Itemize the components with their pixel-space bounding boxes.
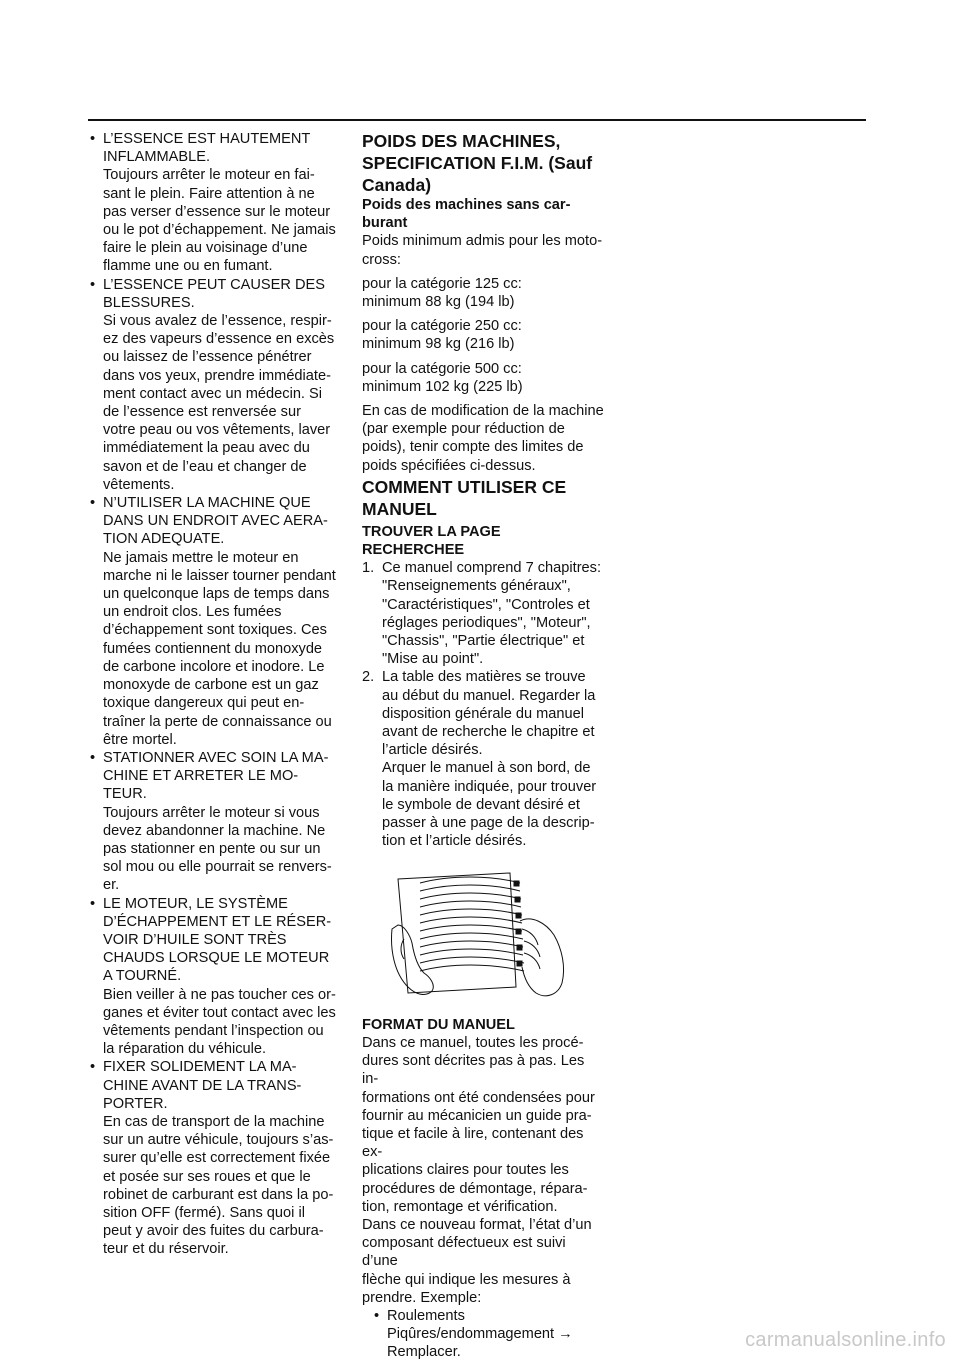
weight-category: pour la catégorie 125 cc: xyxy=(362,275,522,292)
warning-heading-line: VOIR D’HUILE SONT TRÈS xyxy=(103,931,287,948)
warning-body-line: surer qu’elle est correctement fixée xyxy=(103,1150,331,1167)
step-line: la manière indiquée, pour trouver xyxy=(382,778,597,795)
subtitle-line: RECHERCHEE xyxy=(362,542,465,559)
warning-body-line: pas stationner en pente ou sur un xyxy=(103,840,321,857)
step-line: le symbole de devant désiré et xyxy=(382,796,580,813)
warning-body-line: toxique dangereux qui peut en- xyxy=(103,695,305,712)
weight-category: pour la catégorie 250 cc: xyxy=(362,318,522,335)
warning-item xyxy=(90,494,336,749)
title-line: MANUEL xyxy=(362,498,437,519)
example-condition: Piqûres/endommagement → xyxy=(387,1326,573,1343)
text-line: composant défectueux est suivi d’une xyxy=(362,1235,566,1270)
step-line: Ce manuel comprend 7 chapitres: xyxy=(382,560,602,577)
right-column xyxy=(362,130,604,1362)
warning-body-line: ou laissez de l’essence pénétrer xyxy=(103,349,312,366)
header-rule xyxy=(88,119,866,121)
warning-body-line: ez des vapeurs d’essence en excès xyxy=(103,331,335,348)
warning-body-line: er. xyxy=(103,877,120,894)
warning-item xyxy=(90,130,336,276)
step-number: 2. xyxy=(362,669,375,686)
text-line: poids), tenir compte des limites de xyxy=(362,439,584,456)
subtitle-find-page xyxy=(362,523,604,559)
warning-body-line: de l’essence est renversée sur xyxy=(103,404,301,421)
weight-125 xyxy=(362,275,604,311)
weight-250 xyxy=(362,317,604,353)
text-line: fournir au mécanicien un guide pra- xyxy=(362,1107,592,1124)
subtitle-line: TROUVER LA PAGE xyxy=(362,523,501,540)
warning-body-line: teur et du réservoir. xyxy=(103,1241,229,1258)
warning-heading-line: TION ADEQUATE. xyxy=(103,531,225,548)
warning-body-line: vêtements pendant l’inspection ou xyxy=(103,1022,324,1039)
warning-body-line: dans vos yeux, prendre immédiate- xyxy=(103,367,331,384)
text-line: En cas de modification de la machine xyxy=(362,403,604,420)
subtitle-line: Poids des machines sans car- xyxy=(362,197,571,213)
example-item xyxy=(374,1307,604,1362)
warning-body-line: Toujours arrêter le moteur si vous xyxy=(103,804,320,821)
warning-item xyxy=(90,276,336,494)
weight-min: minimum 102 kg (225 lb) xyxy=(362,378,523,395)
step-line: l’article désirés. xyxy=(382,742,483,759)
warning-body-line: peut y avoir des fuites du carbura- xyxy=(103,1223,324,1240)
text-line: procédures de démontage, répara- xyxy=(362,1180,588,1197)
warning-body-line: savon et de l’eau et changer de xyxy=(103,458,307,475)
warning-body-line: Ne jamais mettre le moteur en xyxy=(103,549,299,566)
manual-illustration xyxy=(390,869,570,1001)
example-action: Remplacer. xyxy=(387,1344,461,1361)
text-line: tion, remontage et vérification. xyxy=(362,1198,558,1215)
weights-intro xyxy=(362,232,604,268)
warning-heading-line: INFLAMMABLE. xyxy=(103,149,211,166)
warning-heading-line: D’ÉCHAPPEMENT ET LE RÉSER- xyxy=(103,913,332,930)
warning-body-line: ganes et éviter tout contact avec les xyxy=(103,1004,336,1021)
warning-body-line: un endroit clos. Les fumées xyxy=(103,604,282,621)
warning-heading-line: • LE MOTEUR, LE SYSTÈME xyxy=(103,895,288,912)
text-line: dures sont décrites pas à pas. Les in- xyxy=(362,1053,585,1088)
format-description xyxy=(362,1034,604,1307)
warning-body-line: Toujours arrêter le moteur en fai- xyxy=(103,167,315,184)
subtitle-weights xyxy=(362,196,604,232)
text-line: tique et facile à lire, contenant des ex- xyxy=(362,1125,584,1161)
warning-body-line: faire le plein au voisinage d’une xyxy=(103,240,308,257)
step-line: au début du manuel. Regarder la xyxy=(382,687,596,704)
warning-body-line: devez abandonner la machine. Ne xyxy=(103,822,326,839)
step-line: tion et l’article désirés. xyxy=(382,833,527,850)
weights-note xyxy=(362,402,604,475)
subtitle-format: FORMAT DU MANUEL xyxy=(362,1016,515,1033)
step-item xyxy=(362,668,604,850)
warning-item xyxy=(90,749,336,895)
step-line: Arquer le manuel à son bord, de xyxy=(382,760,591,777)
warning-body-line: sur un autre véhicule, toujours s’as- xyxy=(103,1132,334,1149)
warning-heading-line: CHINE ET ARRETER LE MO- xyxy=(103,768,299,785)
left-column xyxy=(90,130,336,1259)
warning-body-line: sition OFF (fermé). Sans quoi il xyxy=(103,1204,305,1221)
text-line: formations ont été condensées pour xyxy=(362,1089,595,1106)
title-line: COMMENT UTILISER CE xyxy=(362,476,567,497)
warning-heading-line: • FIXER SOLIDEMENT LA MA- xyxy=(103,1059,297,1076)
warning-body-line: immédiatement la peau avec du xyxy=(103,440,310,457)
step-line: passer à une page de la descrip- xyxy=(382,815,595,832)
warning-heading-line: DANS UN ENDROIT AVEC AERA- xyxy=(103,513,328,530)
warning-body-line: vêtements. xyxy=(103,476,175,493)
step-line: "Renseignements généraux", xyxy=(382,578,571,595)
warning-heading-line: • L’ESSENCE EST HAUTEMENT xyxy=(103,131,311,147)
warning-body-line: traîner la perte de connaissance ou xyxy=(103,713,332,730)
warning-body-line: un quelconque laps de temps dans xyxy=(103,586,330,603)
steps-list xyxy=(362,559,604,850)
step-item xyxy=(362,559,604,668)
title-line: POIDS DES MACHINES, xyxy=(362,131,561,151)
warning-heading-line: BLESSURES. xyxy=(103,294,195,311)
section-title-manual xyxy=(362,476,604,520)
warning-body-line: pas verser d’essence sur le moteur xyxy=(103,203,331,220)
warning-body-line: fumées contiennent du monoxyde xyxy=(103,640,323,657)
title-line: Canada) xyxy=(362,175,432,195)
warning-body-line: ou le pot d’échappement. Ne jamais xyxy=(103,222,336,239)
step-line: disposition générale du manuel xyxy=(382,705,585,722)
warning-heading-line: CHAUDS LORSQUE LE MOTEUR xyxy=(103,950,330,967)
text-line: (par exemple pour réduction de xyxy=(362,421,565,438)
example-block xyxy=(374,1307,604,1362)
warning-body-line: sol mou ou elle pourrait se renvers- xyxy=(103,859,332,876)
warning-body-line: et posée sur ses roues et que le xyxy=(103,1168,311,1185)
watermark: carmanualsonline.info xyxy=(745,1329,946,1351)
text-line: cross: xyxy=(362,251,401,268)
warning-body-line: Bien veiller à ne pas toucher ces or- xyxy=(103,986,336,1003)
warning-heading-line: • L’ESSENCE PEUT CAUSER DES xyxy=(103,276,325,293)
warning-body-line: être mortel. xyxy=(103,731,177,748)
step-line: avant de recherche le chapitre et xyxy=(382,724,595,741)
step-line: réglages periodiques", "Moteur", xyxy=(382,614,591,631)
text-line: flèche qui indique les mesures à xyxy=(362,1271,571,1288)
warning-body-line: robinet de carburant est dans la po- xyxy=(103,1186,334,1203)
warning-body-line: sant le plein. Faire attention à ne xyxy=(103,185,315,202)
step-line: La table des matières se trouve xyxy=(382,669,586,686)
warning-heading-line: CHINE AVANT DE LA TRANS- xyxy=(103,1077,302,1094)
warning-heading-line: TEUR. xyxy=(103,786,147,803)
warning-body-line: monoxyde de carbone est un gaz xyxy=(103,677,319,694)
warning-item xyxy=(90,1058,336,1258)
warning-body-line: Si vous avalez de l’essence, respir- xyxy=(103,313,332,330)
warning-body-line: la réparation du véhicule. xyxy=(103,1041,267,1058)
warning-body-line: ment contact avec un médecin. Si xyxy=(103,385,323,402)
warning-body-line: En cas de transport de la machine xyxy=(103,1113,325,1130)
section-title-weights xyxy=(362,130,604,196)
text-line: poids spécifiées ci-dessus. xyxy=(362,457,536,474)
example-item-label: • Roulements xyxy=(387,1307,465,1324)
weight-min: minimum 88 kg (194 lb) xyxy=(362,294,515,311)
step-line: "Mise au point". xyxy=(382,651,484,668)
warning-heading-line: PORTER. xyxy=(103,1095,168,1112)
step-number: 1. xyxy=(362,560,375,577)
text-line: Poids minimum admis pour les moto- xyxy=(362,233,603,250)
warning-list xyxy=(90,130,336,1259)
warning-body-line: votre peau ou vos vêtements, laver xyxy=(103,422,331,439)
warning-item xyxy=(90,895,336,1059)
text-line: prendre. Exemple: xyxy=(362,1289,482,1306)
warning-heading-line: A TOURNÉ. xyxy=(103,968,182,985)
warning-heading-line: • STATIONNER AVEC SOIN LA MA- xyxy=(103,749,329,766)
warning-body-line: d’échappement sont toxiques. Ces xyxy=(103,622,327,639)
weight-500 xyxy=(362,360,604,396)
weight-category: pour la catégorie 500 cc: xyxy=(362,360,522,377)
warning-body-line: de carbone incolore et inodore. Le xyxy=(103,658,325,675)
text-line: Dans ce manuel, toutes les procé- xyxy=(362,1034,584,1051)
warning-body-line: flamme une ou en fumant. xyxy=(103,258,273,275)
text-line: plications claires pour toutes les xyxy=(362,1162,569,1179)
subtitle-line: burant xyxy=(362,215,408,232)
step-line: "Chassis", "Partie électrique" et xyxy=(382,633,585,650)
weight-min: minimum 98 kg (216 lb) xyxy=(362,336,515,353)
warning-body-line: marche ni le laisser tourner pendant xyxy=(103,567,336,584)
step-line: "Caractéristiques", "Controles et xyxy=(382,596,590,613)
warning-heading-line: • N’UTILISER LA MACHINE QUE xyxy=(103,495,311,512)
title-line: SPECIFICATION F.I.M. (Sauf xyxy=(362,153,593,173)
text-line: Dans ce nouveau format, l’état d’un xyxy=(362,1216,592,1233)
